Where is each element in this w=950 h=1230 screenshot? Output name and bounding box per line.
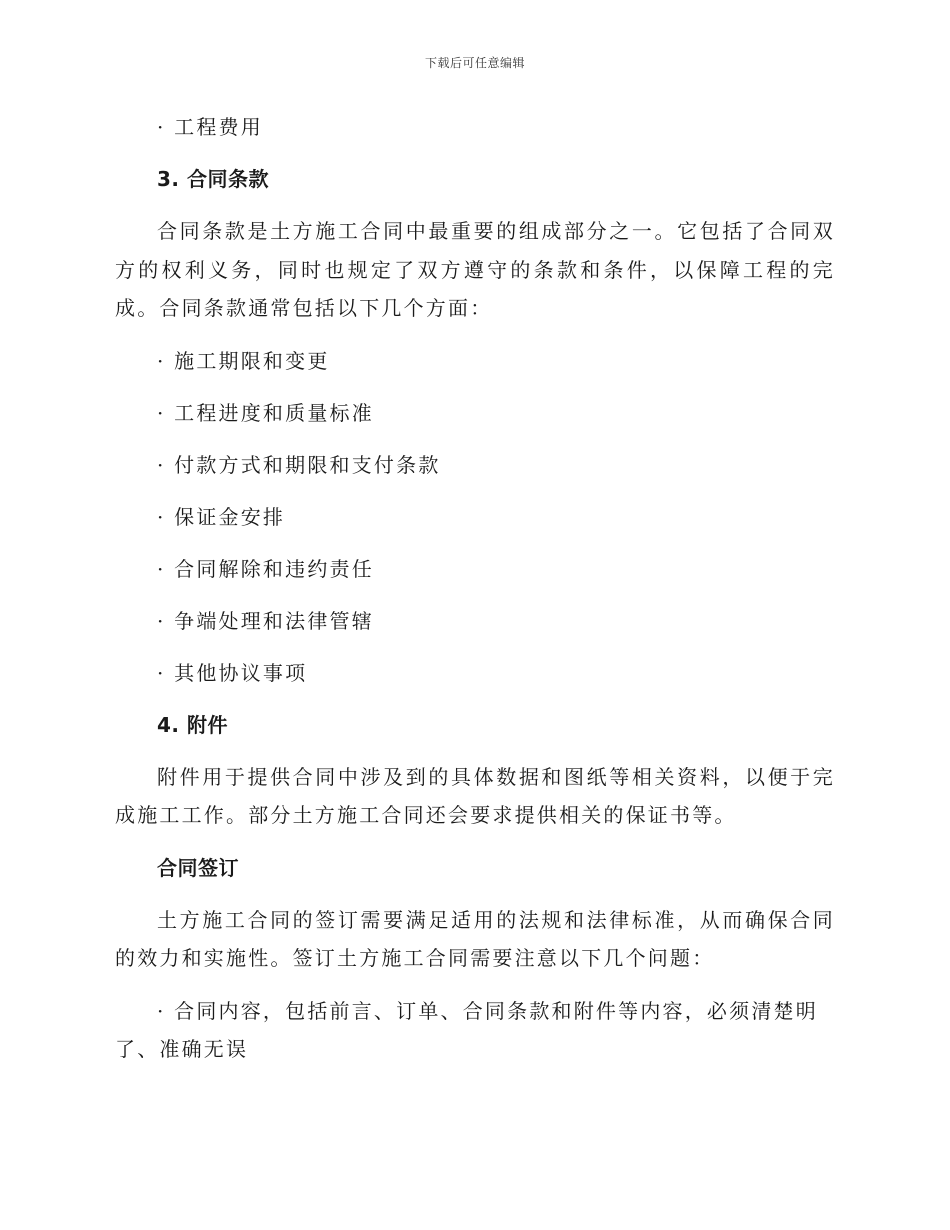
- list-item: · 争端处理和法律管辖: [157, 608, 374, 633]
- signing-item-line-1: · 合同内容，包括前言、订单、合同条款和附件等内容，必须清楚明: [157, 998, 818, 1023]
- bullet-item-cost: · 工程费用: [157, 115, 263, 139]
- list-item: · 施工期限和变更: [157, 348, 330, 373]
- list-item: · 付款方式和期限和支付条款: [157, 452, 441, 477]
- signing-title: 合同签订: [157, 855, 239, 880]
- signing-paragraph: 土方施工合同的签订需要满足适用的法规和法律标准，从而确保合同的效力和实施性。签订土方施工合同需要注意以下几个问题：: [115, 907, 835, 970]
- list-item: · 其他协议事项: [157, 660, 308, 685]
- signing-item-line-2: 了、准确无误: [115, 1037, 249, 1061]
- signing-list-item: [115, 992, 835, 1069]
- document-body: [115, 108, 835, 1069]
- list-item: · 合同解除和违约责任: [157, 556, 374, 581]
- section-4-paragraph: 附件用于提供合同中涉及到的具体数据和图纸等相关资料，以便于完成施工工作。部分土方施工合同还会要求提供相关的保证书等。: [115, 764, 835, 827]
- section-4-title: 4. 附件: [157, 712, 228, 737]
- section-3-paragraph: 合同条款是土方施工合同中最重要的组成部分之一。它包括了合同双方的权利义务，同时也规定了双方遵守的条款和条件，以保障工程的完成。合同条款通常包括以下几个方面：: [115, 219, 835, 320]
- list-item: · 工程进度和质量标准: [157, 400, 374, 425]
- header-note: 下载后可任意编辑: [424, 56, 525, 70]
- section-3-title: 3. 合同条款: [157, 167, 269, 191]
- list-item: · 保证金安排: [157, 504, 286, 529]
